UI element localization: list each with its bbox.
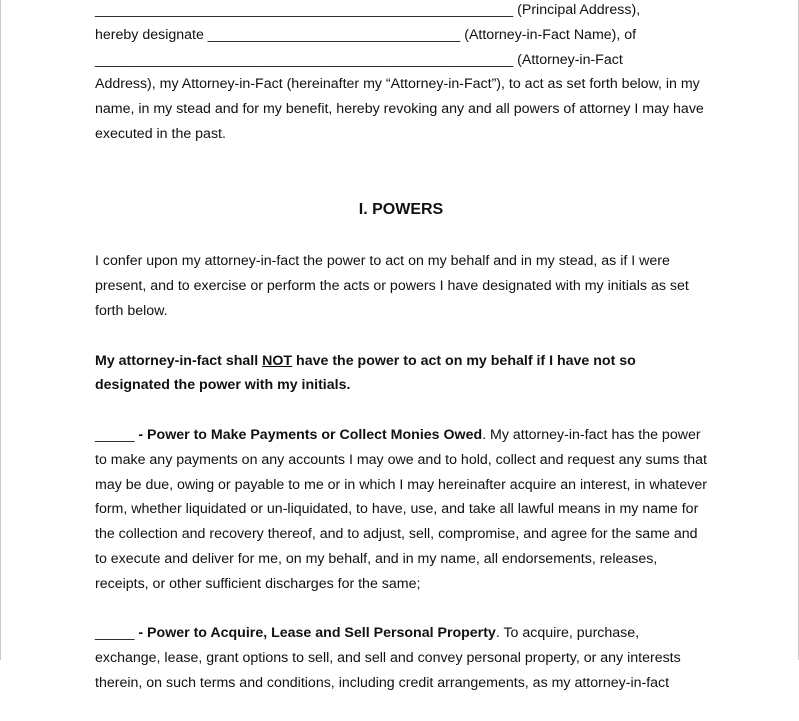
power-title: - Power to Make Payments or Collect Monies Owed (134, 426, 483, 443)
power-payments-paragraph (95, 423, 707, 597)
intro-text: Address), my Attorney-in-Fact (hereinafter my “Attorney-in-Fact”), to act as set forth below, in my name, in my stead and for my benefit, hereby revoking any and all powers of attorney I may have executed in the past. (95, 76, 704, 142)
initials-blank: _____ (95, 625, 135, 642)
power-personal-property-paragraph (95, 621, 707, 695)
warning-paragraph (95, 349, 707, 399)
attorney-address-line: _____________________________________________________ (Attorney-in-Fact (95, 51, 623, 68)
power-title: - Power to Acquire, Lease and Sell Personal Property (134, 625, 496, 642)
warning-not: NOT (262, 352, 293, 369)
confer-paragraph: I confer upon my attorney-in-fact the power to act on my behalf and in my stead, as if I were present, and to exercise or perform the acts or powers I have designated with my initials as set forth below. (95, 253, 689, 319)
initials-blank: _____ (95, 426, 135, 443)
section-heading: I. POWERS (358, 200, 444, 218)
power-text: . To acquire, purchase, exchange, lease, grant options to sell, and sell and convey personal property, or any interests therein, on such terms and conditions, including credit arrangements, as my attorney-in-fact (95, 625, 681, 691)
intro-paragraph (95, 0, 707, 147)
principal-address-line: _____________________________________________________ (Principal Address), (95, 2, 641, 18)
power-text: . My attorney-in-fact has the power to make any payments on any accounts I may owe and to hold, collect and request any sums that may be due, owing or payable to me or in which I may hereinafter acquire an interest, in whatever form, whether liquidated or un-liquidated, to have, use, and take all lawful means in my name for the collection and recovery thereof, and to adjust, sell, compromise, and agree for the same and to execute and deliver for me, on my behalf, and in my name, all endorsements, releases, receipts, or other sufficient discharges for the same; (95, 426, 707, 592)
warning-text-end: have the power to act on my behalf if I have not so designated the power with my initials. (95, 352, 636, 394)
document-body (95, 0, 707, 721)
warning-text-start: My attorney-in-fact shall (95, 352, 263, 369)
attorney-name-line: hereby designate ________________________________ (Attorney-in-Fact Name), of (95, 26, 637, 43)
